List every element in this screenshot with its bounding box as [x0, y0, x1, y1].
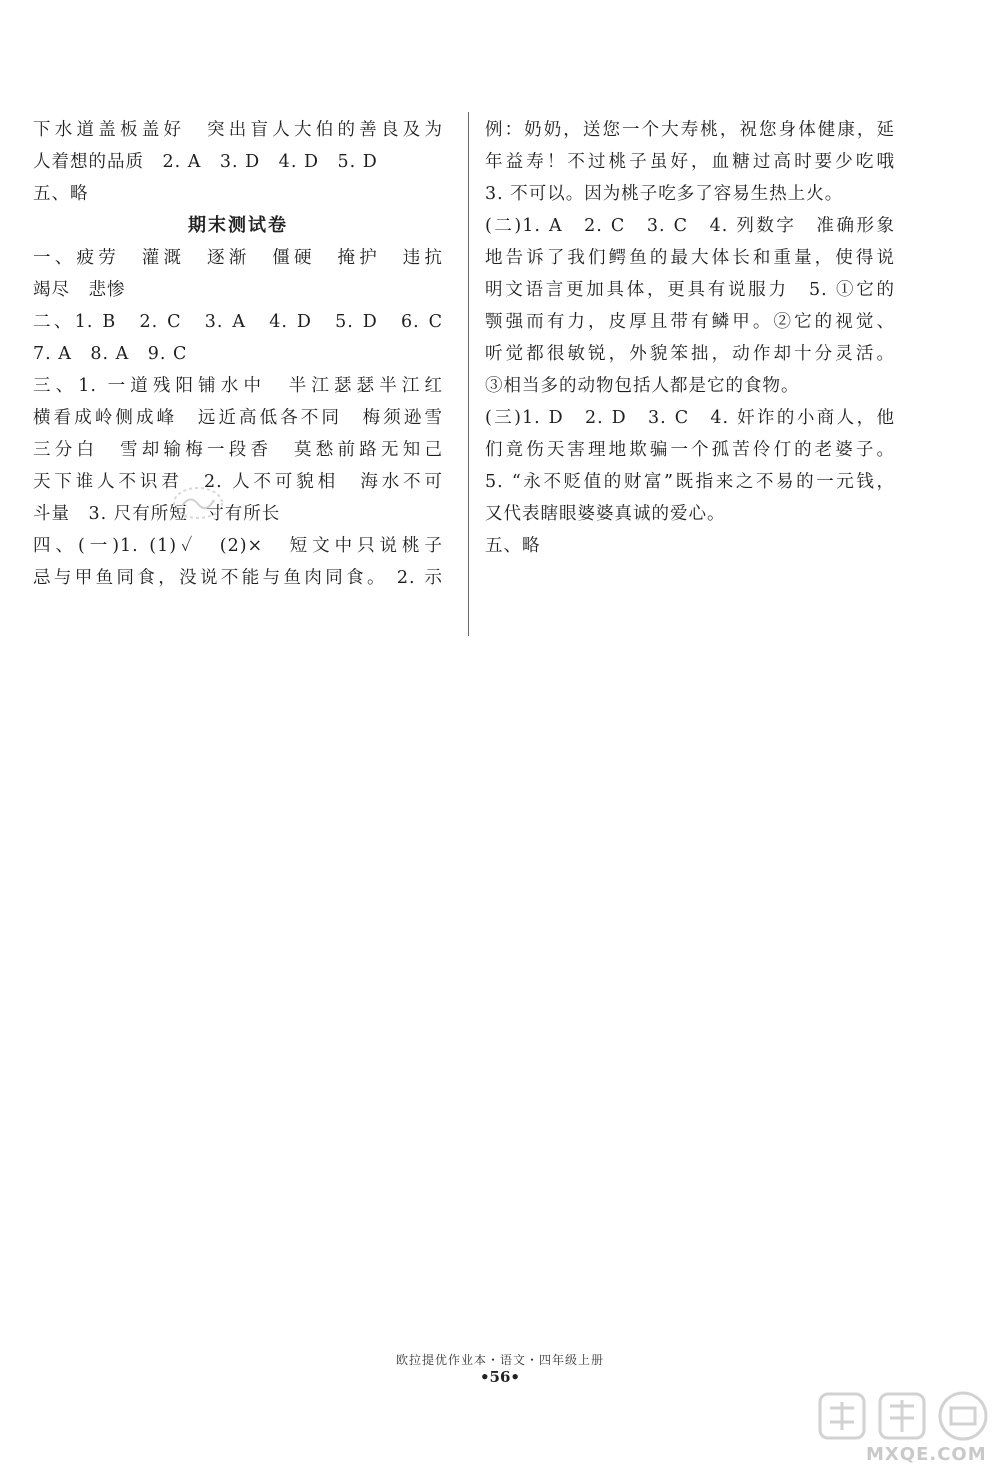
left-column [33, 114, 443, 594]
text-line: 例：奶奶，送您一个大寿桃，祝您身体健康，延 [485, 120, 895, 140]
text-line: (三)1. D 2. D 3. C 4. 奸诈的小商人，他 [485, 408, 895, 428]
text-line: 竭尽 悲惨 [33, 280, 126, 300]
faint-stamp-icon [168, 484, 228, 522]
text-line: 忌与甲鱼同食，没说不能与鱼肉同食。 2. 示 [33, 568, 443, 588]
text-line: 四、(一)1. (1)✓ (2)× 短文中只说桃子 [33, 536, 443, 556]
text-line: 五、略 [485, 536, 541, 556]
text-line: 三分白 雪却输梅一段香 莫愁前路无知己 [33, 440, 443, 460]
page-number: •56• [479, 1368, 521, 1386]
text-line: (二)1. A 2. C 3. C 4. 列数字 准确形象 [485, 216, 895, 236]
watermark [818, 1388, 994, 1468]
right-column [485, 114, 895, 562]
text-line: 又代表瞎眼婆婆真诚的爱心。 [485, 504, 726, 524]
text-line: 一、疲劳 灌溉 逐渐 僵硬 掩护 违抗 [33, 248, 443, 268]
text-line: 三、1. 一道残阳铺水中 半江瑟瑟半江红 [33, 376, 443, 396]
text-line: 二、1. B 2. C 3. A 4. D 5. D 6. C [33, 312, 443, 332]
text-line: 五、略 [33, 184, 89, 204]
watermark-logo-icon [818, 1388, 994, 1444]
text-line: ③相当多的动物包括人都是它的食物。 [485, 376, 800, 396]
text-line: 斗量 3. 尺有所短 寸有所长 [33, 504, 281, 524]
text-line: 横看成岭侧成峰 远近高低各不同 梅须逊雪 [33, 408, 443, 428]
book-title: 欧拉提优作业本・语文・四年级上册 [395, 1353, 604, 1367]
text-line: 下水道盖板盖好 突出盲人大伯的善良及为 [33, 120, 443, 140]
section-title: 期末测试卷 [188, 215, 288, 236]
watermark-text: MXQE.COM [866, 1444, 987, 1465]
text-line: 颚强而有力，皮厚且带有鳞甲。②它的视觉、 [485, 312, 895, 332]
text-line: 听觉都很敏锐，外貌笨拙，动作却十分灵活。 [485, 344, 895, 364]
text-line: 天下谁人不识君 2. 人不可貌相 海水不可 [33, 472, 443, 492]
text-line: 3. 不可以。因为桃子吃多了容易生热上火。 [485, 184, 844, 204]
text-line: 7. A 8. A 9. C [33, 344, 188, 364]
column-divider [468, 112, 469, 636]
text-line: 人着想的品质 2. A 3. D 4. D 5. D [33, 152, 378, 172]
text-line: 年益寿！不过桃子虽好，血糖过高时要少吃哦 [485, 152, 895, 172]
text-line: 明文语言更加具体，更具有说服力 5. ①它的 [485, 280, 895, 300]
text-line: 们竟伤天害理地欺骗一个孤苦伶仃的老婆子。 [485, 440, 895, 460]
text-line: 5. “永不贬值的财富”既指来之不易的一元钱， [485, 472, 895, 492]
text-line: 地告诉了我们鳄鱼的最大体长和重量，使得说 [485, 248, 895, 268]
